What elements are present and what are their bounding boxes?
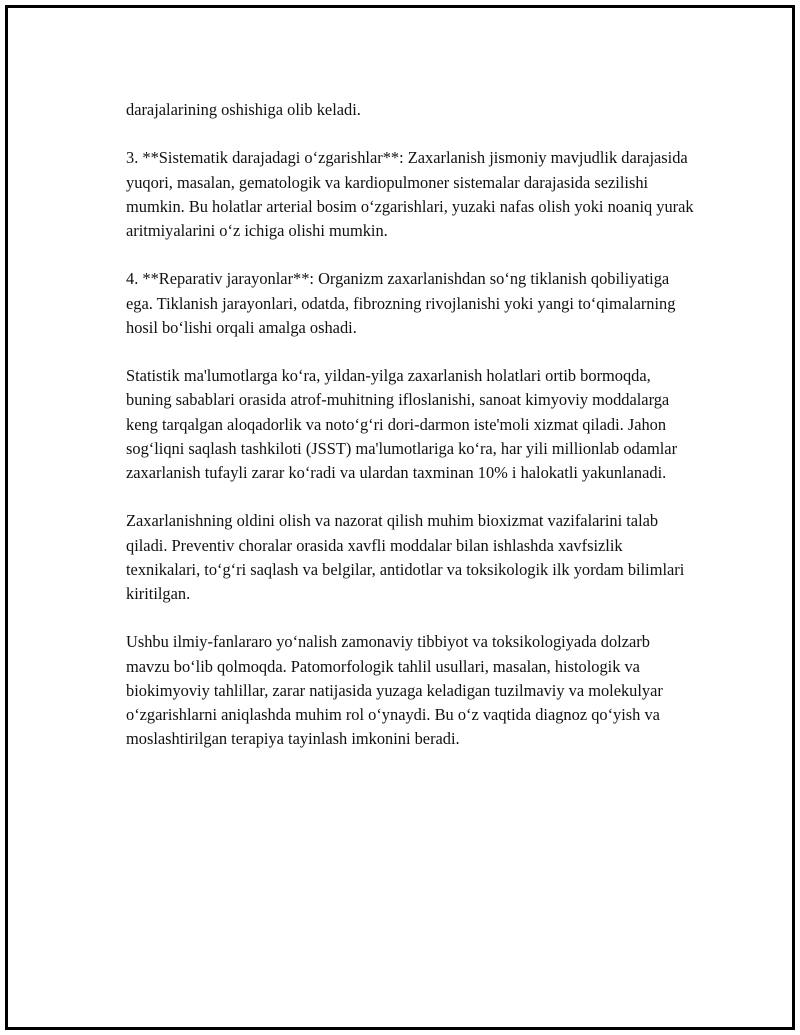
page-border [5,5,795,1030]
paragraph-prevention: Zaxarlanishning oldini olish va nazorat qilish muhim bioxizmat vazifalarini talab qiladi. Preventiv choralar orasida xavfli moddalar bilan ishlashda xavfsizlik texnikalari, to‘g‘ri saqlash va belgilar, antidotlar va toksikologik ilk yordam bilimlari kiritilgan. [126,511,685,603]
paragraph-conclusion: Ushbu ilmiy-fanlararo yo‘nalish zamonaviy tibbiyot va toksikologiyada dolzarb mavzu bo‘lib qolmoqda. Patomorfologik tahlil usullari, masalan, histologik va biokimyoviy tahlillar, zarar natijasida yuzaga keladigan tuzilmaviy va molekulyar o‘zgarishlarni aniqlashda muhim rol o‘ynaydi. Bu o‘z vaqtida diagnoz qo‘yish va moslashtirilgan terapiya tayinlash imkonini beradi. [126,632,663,749]
paragraph-reparative-processes: 4. **Reparativ jarayonlar**: Organizm zaxarlanishdan so‘ng tiklanish qobiliyatiga ega. Tiklanish jarayonlari, odatda, fibrozning rivojlanishi yoki yangi to‘qimalarning hosil bo‘lishi orqali amalga oshadi. [126,269,676,337]
document-body [126,98,694,776]
paragraph-continuation: darajalarining oshishiga olib keladi. [126,100,361,119]
paragraph-systemic-changes: 3. **Sistematik darajadagi o‘zgarishlar**: Zaxarlanish jismoniy mavjudlik darajasida yuqori, masalan, gematologik va kardiopulmoner sistemalar darajasida sezilishi mumkin. Bu holatlar arterial bosim o‘zgarishlari, yuzaki nafas olish yoki noaniq yurak aritmiyalarini o‘z ichiga olishi mumkin. [126,148,694,240]
paragraph-statistics: Statistik ma'lumotlarga ko‘ra, yildan-yilga zaxarlanish holatlari ortib bormoqda, buning sabablari orasida atrof-muhitning ifloslanishi, sanoat kimyoviy moddalarga keng tarqalgan aloqadorlik va noto‘g‘ri dori-darmon iste'moli xizmat qiladi. Jahon sog‘liqni saqlash tashkiloti (JSST) ma'lumotlariga ko‘ra, har yili millionlab odamlar zaxarlanish tufayli zarar ko‘radi va ulardan taxminan 10% i halokatli yakunlanadi. [126,366,678,482]
